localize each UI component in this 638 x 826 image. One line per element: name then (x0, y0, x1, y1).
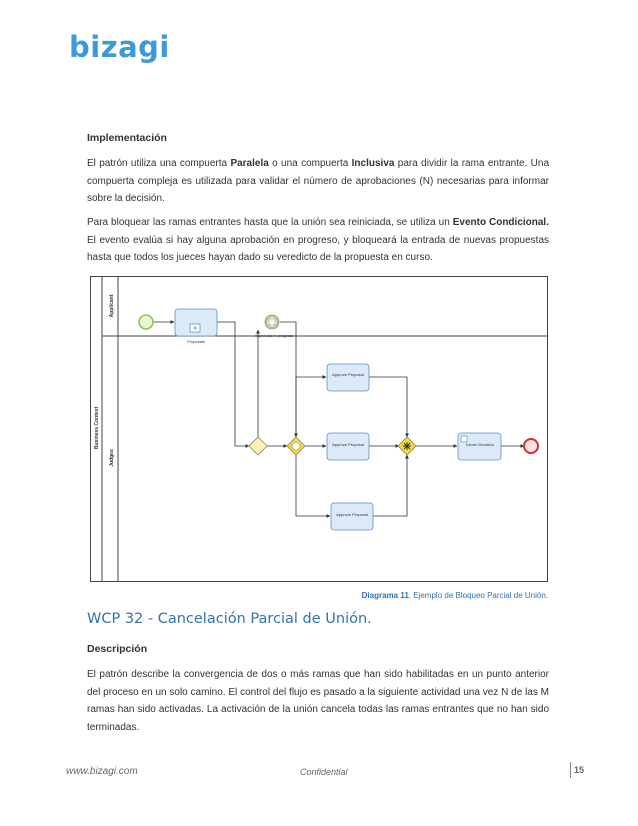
footer-confidential: Confidential (300, 767, 348, 777)
implementation-heading: Implementación (87, 132, 167, 144)
task-proposals-label: Proposals (187, 339, 205, 344)
task-approve-1-label: Approve Proposal (332, 372, 364, 377)
task-approve-2-label: Approve Proposal (332, 442, 364, 447)
bizagi-logo: bizagi (69, 30, 170, 64)
paragraph-3: El patrón describe la convergencia de dos o más ramas que han sido habilitadas en un punto anterior del proceso en un solo camino. El control del flujo es pasado a la siguiente actividad una vez N de las M ramas han sido activadas. La activación de la unión cancela todas las ramas entrantes que no han sido terminadas. (87, 669, 549, 733)
task-inform-label: Inform Decision (466, 442, 494, 447)
section-title: WCP 32 - Cancelación Parcial de Unión. (87, 611, 372, 627)
paragraph-1: El patrón utiliza una compuerta Paralela o una compuerta Inclusiva para dividir la rama entrante. Una compuerta compleja es utilizada para validar el número de aprobaciones (N) necesarias para informar sobre la decisión. (87, 158, 550, 204)
description-heading: Descripción (87, 643, 148, 655)
page-number: 15 (570, 762, 584, 778)
bpmn-diagram (90, 276, 548, 582)
event-label: Approvals in progress (254, 333, 294, 338)
pool-label: Business Context (94, 406, 100, 450)
task-approve-1 (327, 364, 369, 391)
task-approve-3-label: Approve Proposal (336, 512, 368, 517)
paragraph-2: Para bloquear las ramas entrantes hasta que la unión sea reiniciada, se utiliza un Evento Condicional. El evento evalúa si hay alguna aprobación en progreso, y bloqueará la entrada de nuevas propuestas hasta que todos los jueces hayan dado su veredicto de la propuesta en curso. (87, 217, 549, 263)
lane-applicant-label: Applicant (109, 294, 115, 318)
diagram-caption: Diagrama 11. Ejemplo de Bloqueo Parcial de Unión. (361, 591, 548, 600)
footer-url: www.bizagi.com (66, 766, 138, 777)
end-event (524, 439, 538, 453)
lane-judges-label: Judges (109, 449, 115, 467)
start-event (139, 315, 153, 329)
